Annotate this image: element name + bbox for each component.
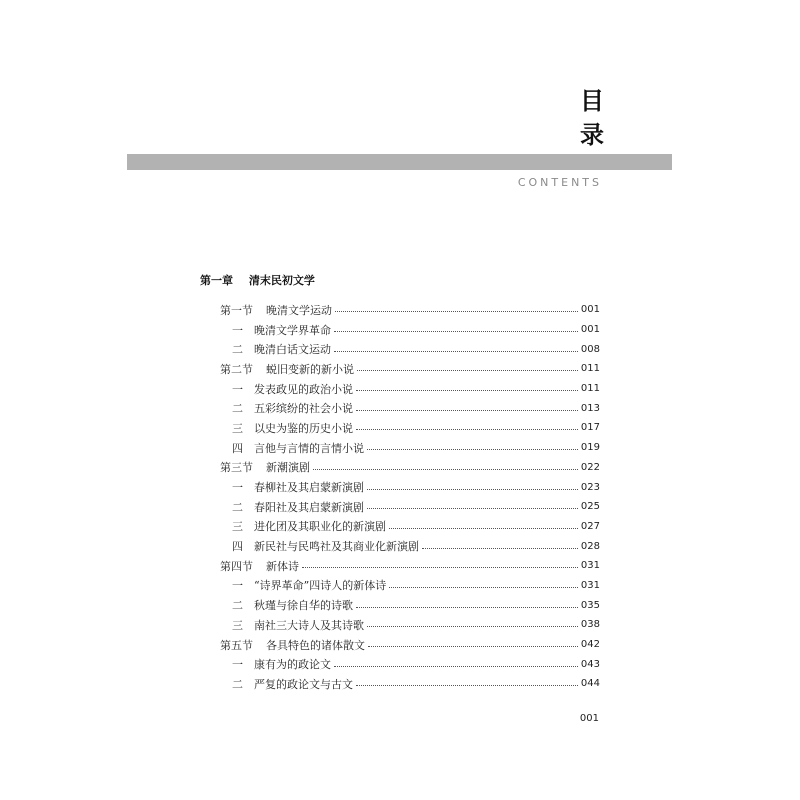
toc-entry-title: 新体诗 xyxy=(266,559,299,573)
title-char-lu: 录 xyxy=(580,121,604,149)
toc-entry-label: 三 xyxy=(232,618,243,632)
toc-entry-label: 二 xyxy=(232,343,243,357)
toc-entry-title: 康有为的政论文 xyxy=(254,658,331,672)
toc-entry-page: 043 xyxy=(580,658,600,670)
toc-entry-page: 013 xyxy=(580,402,600,414)
toc-subsection-row xyxy=(220,320,600,340)
toc-subsection-row xyxy=(220,497,600,517)
toc-entry-page: 035 xyxy=(580,599,600,611)
toc-entry-label: 二 xyxy=(232,500,243,514)
toc-leader-dots xyxy=(356,607,578,608)
toc-entry-label: 四 xyxy=(232,441,243,455)
toc-entry-label: 二 xyxy=(232,677,243,691)
toc-entry-page: 023 xyxy=(580,481,600,493)
title-char-mu: 目 xyxy=(580,87,604,115)
toc-leader-dots xyxy=(368,646,578,647)
toc-entry-page: 022 xyxy=(580,461,600,473)
chapter-title: 清末民初文学 xyxy=(248,274,315,287)
toc-subsection-row xyxy=(220,576,600,596)
toc-leader-dots xyxy=(356,390,578,391)
toc-entry-title: 蜕旧变新的新小说 xyxy=(266,362,354,376)
toc-leader-dots xyxy=(334,666,578,667)
toc-subsection-row xyxy=(220,379,600,399)
toc-entry-page: 027 xyxy=(580,520,600,532)
toc-entry-title: “诗界革命”四诗人的新体诗 xyxy=(254,579,387,593)
toc-entry-title: 春柳社及其启蒙新演剧 xyxy=(254,481,364,495)
toc-entry-title: 各具特色的诸体散文 xyxy=(266,638,365,652)
toc-subsection-row xyxy=(220,398,600,418)
toc-subsection-row xyxy=(220,536,600,556)
toc-entry-label: 三 xyxy=(232,421,243,435)
toc-section-row xyxy=(220,300,600,320)
toc-subsection-row xyxy=(220,438,600,458)
toc-subsection-row xyxy=(220,595,600,615)
toc-leader-dots xyxy=(334,351,578,352)
toc-leader-dots xyxy=(356,410,578,411)
toc-entry-page: 017 xyxy=(580,422,600,434)
toc-subsection-row xyxy=(220,615,600,635)
toc-entry-title: 晚清文学界革命 xyxy=(254,323,331,337)
toc-entry-page: 031 xyxy=(580,560,600,572)
toc-leader-dots xyxy=(357,370,578,371)
toc-entry-title: 南社三大诗人及其诗歌 xyxy=(254,618,364,632)
toc-leader-dots xyxy=(302,567,578,568)
toc-entry-label: 第一节 xyxy=(220,303,253,317)
toc-entry-title: 言他与言情的言情小说 xyxy=(254,441,364,455)
toc-entry-page: 011 xyxy=(580,363,600,375)
toc-entry-page: 001 xyxy=(580,324,600,336)
chapter-heading xyxy=(200,272,315,288)
header-bar xyxy=(127,154,672,170)
toc-entry-title: 晚清白话文运动 xyxy=(254,343,331,357)
toc-entry-page: 001 xyxy=(580,304,600,316)
toc-entry-label: 第三节 xyxy=(220,461,253,475)
chapter-number: 第一章 xyxy=(200,274,233,287)
toc-entry-title: 进化团及其职业化的新演剧 xyxy=(254,520,386,534)
toc-entry-label: 第五节 xyxy=(220,638,253,652)
toc-entry-page: 031 xyxy=(580,579,600,591)
toc-entry-title: 以史为鉴的历史小说 xyxy=(254,421,353,435)
toc-entry-label: 第二节 xyxy=(220,362,253,376)
toc-entry-title: 晚清文学运动 xyxy=(266,303,332,317)
contents-label: CONTENTS xyxy=(517,176,602,189)
toc-section-row xyxy=(220,359,600,379)
toc-subsection-row xyxy=(220,477,600,497)
toc-subsection-row xyxy=(220,654,600,674)
toc-entry-page: 008 xyxy=(580,343,600,355)
toc-entry-label: 第四节 xyxy=(220,559,253,573)
toc-entry-label: 一 xyxy=(232,579,243,593)
toc-entry-page: 019 xyxy=(580,442,600,454)
toc-leader-dots xyxy=(356,429,578,430)
toc-subsection-row xyxy=(220,418,600,438)
toc-section-row xyxy=(220,458,600,478)
toc-leader-dots xyxy=(335,311,578,312)
toc-leader-dots xyxy=(367,626,578,627)
toc-entry-label: 四 xyxy=(232,540,243,554)
toc-leader-dots xyxy=(422,548,578,549)
toc-leader-dots xyxy=(367,449,578,450)
toc-leader-dots xyxy=(389,528,578,529)
toc-entry-label: 一 xyxy=(232,481,243,495)
toc-entry-label: 二 xyxy=(232,599,243,613)
toc-entry-label: 一 xyxy=(232,658,243,672)
toc-leader-dots xyxy=(356,685,578,686)
toc-entry-page: 044 xyxy=(580,678,600,690)
toc-entry-title: 春阳社及其启蒙新演剧 xyxy=(254,500,364,514)
toc-leader-dots xyxy=(334,331,578,332)
toc-leader-dots xyxy=(367,508,578,509)
toc-entry-title: 新潮演剧 xyxy=(266,461,310,475)
toc-entry-label: 一 xyxy=(232,382,243,396)
toc-entry-label: 二 xyxy=(232,402,243,416)
toc-entry-page: 028 xyxy=(580,540,600,552)
toc-section-row xyxy=(220,635,600,655)
toc-subsection-row xyxy=(220,674,600,694)
toc-subsection-row xyxy=(220,339,600,359)
toc-entry-page: 011 xyxy=(580,383,600,395)
toc-leader-dots xyxy=(389,587,578,588)
toc-entry-title: 发表政见的政治小说 xyxy=(254,382,353,396)
toc-entry-title: 严复的政论文与古文 xyxy=(254,677,353,691)
toc-list xyxy=(220,300,600,694)
toc-entry-title: 五彩缤纷的社会小说 xyxy=(254,402,353,416)
toc-entry-title: 秋瑾与徐自华的诗歌 xyxy=(254,599,353,613)
toc-section-row xyxy=(220,556,600,576)
toc-entry-label: 一 xyxy=(232,323,243,337)
toc-subsection-row xyxy=(220,517,600,537)
toc-entry-title: 新民社与民鸣社及其商业化新演剧 xyxy=(254,540,419,554)
toc-entry-label: 三 xyxy=(232,520,243,534)
toc-entry-page: 038 xyxy=(580,619,600,631)
toc-leader-dots xyxy=(367,489,578,490)
page-number: 001 xyxy=(579,713,599,724)
toc-entry-page: 042 xyxy=(580,639,600,651)
toc-leader-dots xyxy=(313,469,578,470)
toc-entry-page: 025 xyxy=(580,501,600,513)
